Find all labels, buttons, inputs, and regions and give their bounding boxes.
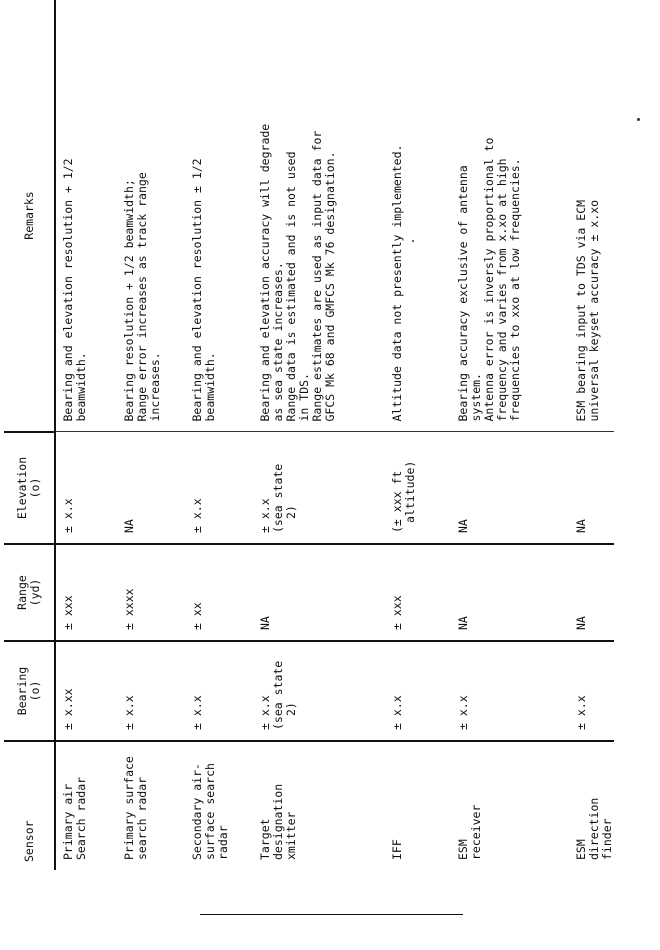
- header-elevation-label: Elevation: [15, 456, 29, 520]
- remarks-line: Bearing and elevation resolution ± 1/2: [190, 158, 204, 422]
- cell-elevation: [575, 432, 614, 544]
- remarks-line: Antenna error is inversly proportional to: [482, 137, 496, 422]
- cell-remarks: [123, 0, 191, 432]
- sensor-line: ESM: [574, 839, 588, 860]
- sensor-line: surface search: [203, 763, 217, 860]
- bearing-value: ± x.x: [390, 695, 404, 730]
- range-value: ± xxx: [61, 595, 75, 630]
- cell-bearing: [55, 641, 123, 741]
- range-value: ± xx: [190, 602, 204, 630]
- remarks-line: as sea state increases.: [271, 262, 285, 422]
- sensor-line: search radar: [135, 776, 149, 860]
- sensor-line: Secondary air-: [190, 763, 204, 860]
- elevation-value: ± x.x: [190, 498, 204, 533]
- range-value: NA: [456, 616, 470, 630]
- elevation-value: altitude): [403, 460, 417, 523]
- elevation-value: 2): [284, 505, 298, 519]
- cell-remarks: [457, 0, 575, 432]
- sensor-line: Search radar: [74, 776, 88, 860]
- table-row: [259, 0, 391, 870]
- header-elevation-unit: (o): [28, 477, 42, 499]
- header-sensor-label: Sensor: [21, 820, 36, 862]
- cell-bearing: [391, 641, 457, 741]
- elevation-value: ± x.x: [61, 498, 75, 533]
- rotated-table-container: [4, 0, 614, 870]
- header-range-label: Range: [15, 575, 29, 610]
- header-bearing-label: Bearing: [15, 666, 29, 716]
- cell-remarks: [55, 0, 123, 432]
- scan-speck: [637, 118, 640, 121]
- elevation-value: NA: [456, 519, 470, 533]
- cell-range: [191, 544, 259, 641]
- sensor-line: designation: [271, 783, 285, 860]
- table-row: [123, 0, 191, 870]
- cell-elevation: [55, 432, 123, 544]
- header-remarks-label: Remarks: [21, 191, 36, 240]
- cell-sensor: [457, 741, 575, 870]
- cell-sensor: [575, 741, 614, 870]
- cell-bearing: [123, 641, 191, 741]
- remarks-line: in TDS.: [297, 373, 311, 422]
- elevation-value: NA: [122, 519, 136, 533]
- cell-sensor: [123, 741, 191, 870]
- header-elevation: [4, 432, 55, 544]
- cell-bearing: [457, 641, 575, 741]
- cell-range: [575, 544, 614, 641]
- header-row: [4, 0, 55, 870]
- bearing-value: ± x.x: [456, 695, 470, 730]
- cell-remarks: [259, 0, 391, 432]
- cell-elevation: [391, 432, 457, 544]
- cell-elevation: [123, 432, 191, 544]
- remarks-line: beamwidth.: [74, 352, 88, 422]
- sensor-line: Target: [258, 818, 272, 860]
- sensor-line: receiver: [469, 804, 483, 860]
- remarks-line: Altitude data not presently implemented.: [390, 144, 404, 422]
- remarks-line: ESM bearing input to TDS via ECM: [574, 199, 588, 422]
- bearing-value: ± x.x: [190, 695, 204, 730]
- remarks-line: universal keyset accuracy ± x.xo: [587, 199, 601, 422]
- remarks-line: Range error increases as track range: [135, 172, 149, 422]
- cell-sensor: [55, 741, 123, 870]
- cell-elevation: [457, 432, 575, 544]
- remarks-line: GFCS Mk 68 and GMFCS Mk 76 designation.: [323, 151, 337, 422]
- sensor-line: finder: [600, 818, 614, 860]
- bearing-value: ± x.x: [258, 695, 272, 730]
- remarks-line: frequency and varies from x.xo at high: [495, 158, 509, 422]
- bearing-value: (sea state: [271, 660, 285, 730]
- cell-range: [259, 544, 391, 641]
- remarks-line: frequencies to xxo at low frequencies.: [508, 158, 522, 422]
- range-value: ± xxxx: [122, 588, 136, 630]
- cell-remarks: [191, 0, 259, 432]
- cell-range: [55, 544, 123, 641]
- remarks-line: system.: [469, 373, 483, 422]
- table-row: [55, 0, 123, 870]
- header-remarks: [4, 0, 55, 432]
- cell-range: [457, 544, 575, 641]
- table-row: [457, 0, 575, 870]
- cell-bearing: [575, 641, 614, 741]
- range-value: NA: [574, 616, 588, 630]
- bearing-value: 2): [284, 702, 298, 716]
- header-bearing: [4, 641, 55, 741]
- elevation-value: (sea state: [271, 463, 285, 533]
- cell-remarks: [575, 0, 614, 432]
- remarks-line: Bearing and elevation accuracy will degrade: [258, 123, 272, 422]
- cell-range: [391, 544, 457, 641]
- sensor-line: IFF: [390, 839, 404, 860]
- header-sensor: [4, 741, 55, 870]
- remarks-line: Range data is estimated and is not used: [284, 151, 298, 422]
- table-row: [191, 0, 259, 870]
- cell-bearing: [259, 641, 391, 741]
- header-bearing-unit: (o): [28, 680, 42, 702]
- sensor-line: radar: [216, 825, 230, 860]
- footer-rule: [200, 914, 463, 915]
- sensor-line: direction: [587, 797, 601, 860]
- bearing-value: ± x.x: [574, 695, 588, 730]
- bearing-value: ± x.x: [122, 695, 136, 730]
- cell-sensor: [191, 741, 259, 870]
- sensor-line: Primary air: [61, 783, 75, 860]
- cell-bearing: [191, 641, 259, 741]
- table-row: [391, 0, 457, 870]
- elevation-value: NA: [574, 519, 588, 533]
- sensor-line: xmitter: [284, 811, 298, 860]
- remarks-line: beamwidth.: [203, 352, 217, 422]
- range-value: ± xxx: [390, 595, 404, 630]
- header-range-unit: (yd): [28, 578, 42, 607]
- cell-elevation: [191, 432, 259, 544]
- remarks-line: Bearing and elevation resolution + 1/2: [61, 158, 75, 422]
- sensor-line: Primary surface: [122, 756, 136, 860]
- remarks-line: Bearing accuracy exclusive of antenna: [456, 165, 470, 422]
- scan-speck: [412, 240, 414, 242]
- sensor-accuracy-table: [4, 0, 614, 870]
- cell-sensor: [391, 741, 457, 870]
- elevation-value: ± x.x: [258, 498, 272, 533]
- cell-remarks: [391, 0, 457, 432]
- remarks-line: increases.: [148, 352, 162, 422]
- cell-sensor: [259, 741, 391, 870]
- table-row: [575, 0, 614, 870]
- remarks-line: Bearing resolution + 1/2 beamwidth;: [122, 179, 136, 422]
- cell-range: [123, 544, 191, 641]
- header-range: [4, 544, 55, 641]
- remarks-line: Range estimates are used as input data for: [310, 130, 324, 422]
- sensor-line: ESM: [456, 839, 470, 860]
- elevation-value: (± xxx ft: [390, 470, 404, 533]
- cell-elevation: [259, 432, 391, 544]
- bearing-value: ± x.xx: [61, 688, 75, 730]
- range-value: NA: [258, 616, 272, 630]
